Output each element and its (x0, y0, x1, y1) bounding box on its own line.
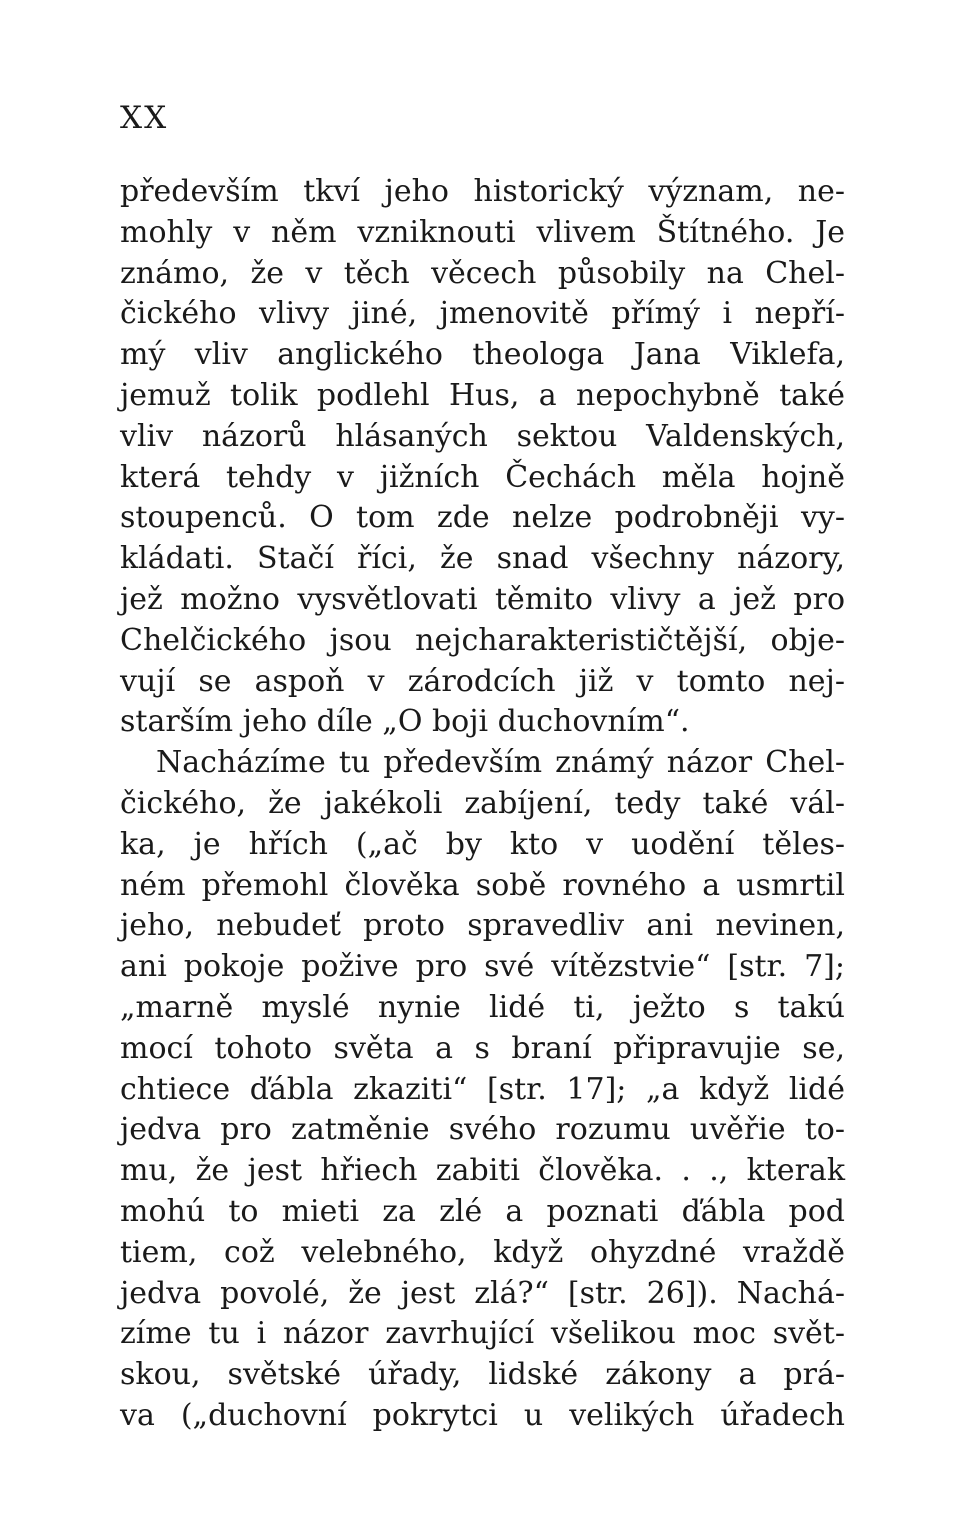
text-line: jeho, nebudeť proto spravedliv ani nevinen, (120, 908, 845, 944)
text-line: mocí tohoto světa a s braní připravujie se, (120, 1030, 845, 1066)
text-line: mý vliv anglického theologa Jana Viklefa, (120, 337, 845, 373)
text-line: jemuž tolik podlehl Hus, a nepochybně také (120, 377, 845, 413)
body-text (120, 172, 845, 1437)
text-line: ném přemohl člověka sobě rovného a usmrtil (120, 867, 845, 903)
text-line: „marně myslé nynie lidé ti, ježto s takú (120, 989, 845, 1025)
text-line: mohú to mieti za zlé a poznati ďábla pod (120, 1193, 845, 1229)
page-number: XX (120, 100, 169, 136)
text-line: vují se aspoň v zárodcích již v tomto nej- (120, 663, 845, 699)
text-line: ani pokoje požive pro své vítězstvie“ [str. 7]; (120, 949, 845, 985)
text-line: jež možno vysvětlovati těmito vlivy a jež pro (120, 581, 845, 617)
text-line: která tehdy v jižních Čechách měla hojně (120, 459, 845, 495)
text-line: vliv názorů hlásaných sektou Valdenských, (120, 418, 845, 454)
text-line: stoupenců. O tom zde nelze podrobněji vy- (120, 500, 845, 536)
text-line: va („duchovní pokrytci u velikých úřadech (120, 1397, 845, 1433)
text-line: známo, že v těch věcech působily na Chel- (120, 255, 845, 291)
text-line: kládati. Stačí říci, že snad všechny názory, (120, 541, 845, 577)
paragraph-2 (120, 743, 845, 1437)
text-line: tiem, což velebného, když ohyzdné vraždě (120, 1234, 845, 1270)
text-line: starším jeho díle „O boji duchovním“. (120, 704, 690, 740)
text-line: skou, světské úřady, lidské zákony a prá- (120, 1357, 845, 1393)
text-line: Chelčického jsou nejcharakterističtější, obje- (120, 622, 845, 658)
paragraph-1 (120, 172, 845, 743)
text-line: Nacházíme tu především známý názor Chel- (156, 745, 845, 781)
text-line: zíme tu i názor zavrhující všelikou moc svět- (120, 1316, 845, 1352)
text-line: především tkví jeho historický význam, ne- (120, 174, 845, 209)
text-line: čického vlivy jiné, jmenovitě přímý i nepří- (120, 296, 845, 332)
text-line: čického, že jakékoli zabíjení, tedy také vál- (120, 785, 845, 821)
text-line: ka, je hřích („ač by kto v uodění těles- (120, 826, 845, 862)
text-line: mohly v něm vzniknouti vlivem Štítného. Je (120, 214, 845, 250)
text-line: chtiece ďábla zkaziti“ [str. 17]; „a když lidé (120, 1071, 845, 1107)
text-line: jedva povolé, že jest zlá?“ [str. 26]). Nachá- (120, 1275, 845, 1311)
text-line: jedva pro zatměnie svého rozumu uvěřie to- (120, 1112, 845, 1148)
text-line: mu, že jest hřiech zabiti člověka. . ., kterak (120, 1153, 845, 1189)
